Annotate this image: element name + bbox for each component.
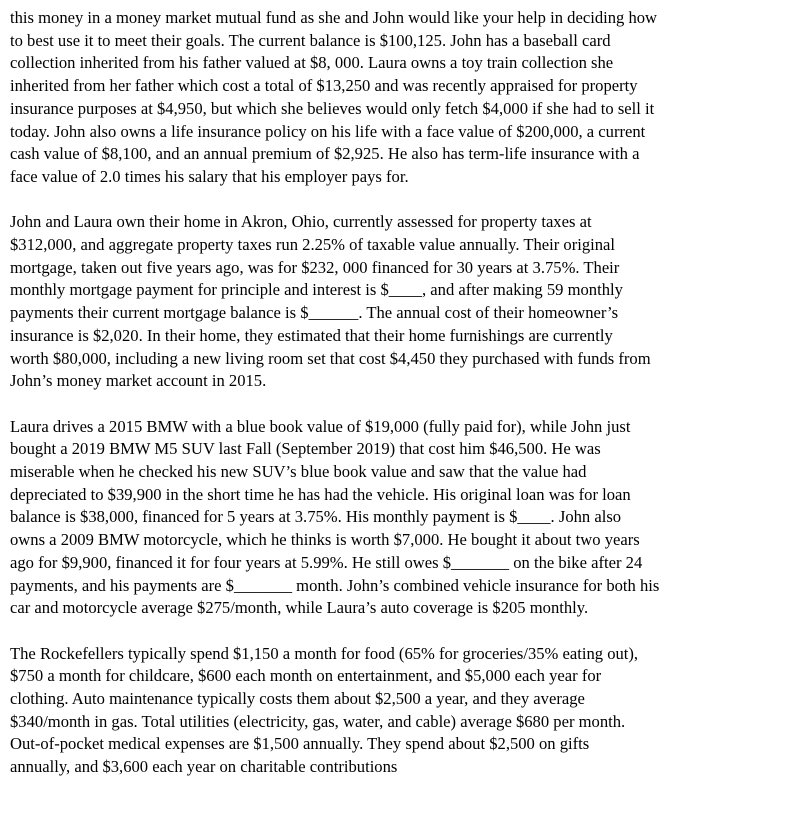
text-line: payments, and his payments are $_______ month. John’s combined vehicle insurance for both his	[10, 575, 660, 595]
text-line: to best use it to meet their goals. The current balance is $100,125. John has a baseball card	[10, 30, 611, 50]
text-line: owns a 2009 BMW motorcycle, which he thinks is worth $7,000. He bought it about two years	[10, 530, 640, 550]
paragraph-assets	[10, 7, 797, 189]
text-line: insurance purposes at $4,950, but which she believes would only fetch $4,000 if she had to sell it	[10, 98, 655, 118]
text-line: depreciated to $39,900 in the short time he has had the vehicle. His original loan was for loan	[10, 484, 631, 504]
text-line: face value of 2.0 times his salary that his employer pays for.	[10, 166, 409, 186]
text-line: annually, and $3,600 each year on charitable contributions	[10, 757, 398, 777]
paragraph-home	[10, 211, 797, 393]
text-line: $312,000, and aggregate property taxes run 2.25% of taxable value annually. Their original	[10, 235, 616, 255]
paragraph-vehicles	[10, 416, 797, 620]
text-line: Out-of-pocket medical expenses are $1,500 annually. They spend about $2,500 on gifts	[10, 734, 590, 754]
text-line: ago for $9,900, financed it for four years at 5.99%. He still owes $_______ on the bike after 24	[10, 552, 643, 572]
text-line: bought a 2019 BMW M5 SUV last Fall (September 2019) that cost him $46,500. He was	[10, 439, 601, 459]
text-line: John and Laura own their home in Akron, Ohio, currently assessed for property taxes at	[10, 212, 592, 232]
text-line: clothing. Auto maintenance typically costs them about $2,500 a year, and they average	[10, 689, 585, 709]
text-line: car and motorcycle average $275/month, while Laura’s auto coverage is $205 monthly.	[10, 598, 589, 618]
text-line: worth $80,000, including a new living room set that cost $4,450 they purchased with funds from	[10, 348, 651, 368]
text-line: mortgage, taken out five years ago, was for $232, 000 financed for 30 years at 3.75%. Their	[10, 257, 620, 277]
text-line: miserable when he checked his new SUV’s blue book value and saw that the value had	[10, 462, 587, 482]
text-line: Laura drives a 2015 BMW with a blue book value of $19,000 (fully paid for), while John just	[10, 416, 631, 436]
paragraph-expenses	[10, 643, 797, 779]
text-line: $340/month in gas. Total utilities (electricity, gas, water, and cable) average $680 per month.	[10, 711, 626, 731]
text-line: this money in a money market mutual fund as she and John would like your help in deciding how	[10, 8, 658, 27]
text-line: The Rockefellers typically spend $1,150 a month for food (65% for groceries/35% eating out),	[10, 643, 639, 663]
text-line: $750 a month for childcare, $600 each month on entertainment, and $5,000 each year for	[10, 666, 602, 686]
text-line: insurance is $2,020. In their home, they estimated that their home furnishings are currently	[10, 325, 613, 345]
text-line: inherited from her father which cost a total of $13,250 and was recently appraised for property	[10, 76, 638, 96]
text-line: collection inherited from his father valued at $8, 000. Laura owns a toy train collection she	[10, 53, 614, 73]
text-line: John’s money market account in 2015.	[10, 371, 267, 391]
text-line: balance is $38,000, financed for 5 years at 3.75%. His monthly payment is $____. John also	[10, 507, 622, 527]
text-line: cash value of $8,100, and an annual premium of $2,925. He also has term-life insurance with a	[10, 144, 640, 164]
text-line: payments their current mortgage balance is $______. The annual cost of their homeowner’s	[10, 303, 619, 323]
text-line: today. John also owns a life insurance policy on his life with a face value of $200,000, a current	[10, 121, 646, 141]
text-line: monthly mortgage payment for principle and interest is $____, and after making 59 monthly	[10, 280, 623, 300]
